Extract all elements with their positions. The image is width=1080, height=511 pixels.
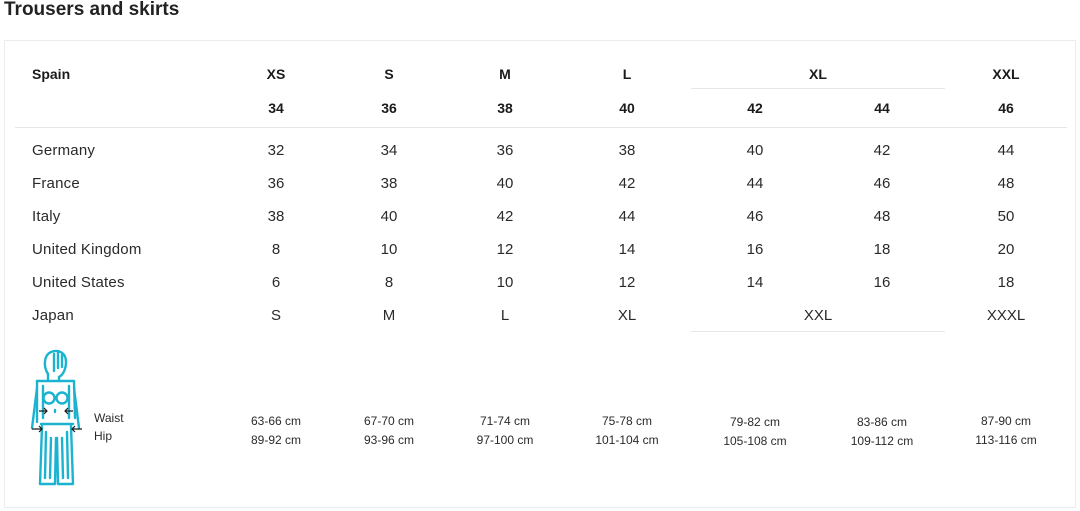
hip-value: 105-108 cm — [723, 434, 787, 448]
table-cell: 46 — [873, 175, 891, 192]
size-name-xl: XL — [809, 66, 827, 82]
xl-group-divider — [691, 88, 945, 89]
waist-value: 67-70 cm — [363, 414, 415, 428]
table-cell: 12 — [618, 274, 636, 291]
table-cell: 34 — [380, 142, 398, 159]
spain-size: 34 — [268, 100, 284, 116]
country-united-kingdom: United Kingdom — [32, 241, 142, 258]
table-cell: 44 — [997, 142, 1015, 159]
table-cell: 48 — [873, 208, 891, 225]
spain-size: 42 — [747, 100, 763, 116]
table-cell: 40 — [380, 208, 398, 225]
table-cell: 14 — [746, 274, 764, 291]
table-cell: 18 — [873, 241, 891, 258]
body-measurement-icon — [29, 348, 89, 488]
table-cell: 8 — [271, 241, 281, 258]
measurement-cell — [975, 412, 1037, 450]
measurement-cell — [477, 412, 534, 450]
waist-value: 87-90 cm — [980, 414, 1032, 428]
spain-size: 38 — [497, 100, 513, 116]
spain-size: 46 — [998, 100, 1014, 116]
table-cell: 36 — [267, 175, 285, 192]
table-cell: 40 — [496, 175, 514, 192]
country-france: France — [32, 175, 80, 192]
table-cell: 44 — [746, 175, 764, 192]
japan-xxl-divider — [691, 331, 945, 332]
table-cell: 6 — [271, 274, 281, 291]
table-cell: 14 — [618, 241, 636, 258]
waist-value: 79-82 cm — [729, 415, 781, 429]
country-italy: Italy — [32, 208, 61, 225]
table-cell: 20 — [997, 241, 1015, 258]
measurement-cell — [364, 412, 414, 450]
waist-value: 83-86 cm — [856, 415, 908, 429]
table-cell: 10 — [496, 274, 514, 291]
waist-value: 75-78 cm — [601, 414, 653, 428]
region-label: Spain — [32, 66, 71, 82]
table-cell: XL — [617, 307, 637, 324]
table-cell: 48 — [997, 175, 1015, 192]
table-cell: 16 — [873, 274, 891, 291]
spain-size: 44 — [874, 100, 890, 116]
table-cell: 32 — [267, 142, 285, 159]
waist-label: Waist — [94, 411, 124, 425]
hip-value: 97-100 cm — [476, 433, 534, 447]
table-cell: M — [382, 307, 396, 324]
size-name-xs: XS — [266, 66, 286, 82]
size-name-l: L — [622, 66, 632, 82]
hip-value: 101-104 cm — [595, 433, 659, 447]
table-cell: S — [270, 307, 282, 324]
measurement-cell — [595, 412, 658, 450]
waist-value: 71-74 cm — [479, 414, 531, 428]
size-name-s: S — [384, 66, 394, 82]
table-cell: 16 — [746, 241, 764, 258]
spain-size: 36 — [381, 100, 397, 116]
hip-label: Hip — [94, 429, 113, 443]
table-cell: 50 — [997, 208, 1015, 225]
measurement-cell — [723, 413, 786, 451]
table-cell: 44 — [618, 208, 636, 225]
header-divider — [15, 127, 1067, 128]
country-germany: Germany — [32, 142, 96, 159]
country-japan: Japan — [32, 307, 74, 324]
country-united-states: United States — [32, 274, 125, 291]
table-cell: 38 — [618, 142, 636, 159]
table-cell: 12 — [496, 241, 514, 258]
measurement-cell — [251, 412, 301, 450]
table-cell: 36 — [496, 142, 514, 159]
table-cell: 42 — [496, 208, 514, 225]
table-cell: 40 — [746, 142, 764, 159]
table-cell: 8 — [384, 274, 394, 291]
table-cell: 38 — [267, 208, 285, 225]
spain-size: 40 — [619, 100, 635, 116]
waist-value: 63-66 cm — [250, 414, 302, 428]
measurement-cell — [851, 413, 913, 451]
table-cell: 46 — [746, 208, 764, 225]
table-cell: 42 — [873, 142, 891, 159]
size-name-xxl: XXL — [992, 66, 1020, 82]
table-cell: 10 — [380, 241, 398, 258]
size-chart-card — [4, 40, 1076, 508]
hip-value: 113-116 cm — [975, 433, 1037, 447]
table-cell: 38 — [380, 175, 398, 192]
table-cell: XXXL — [986, 307, 1026, 324]
hip-value: 89-92 cm — [250, 433, 302, 447]
table-cell: 18 — [997, 274, 1015, 291]
size-name-m: M — [499, 66, 511, 82]
page-title: Trousers and skirts — [4, 0, 180, 20]
hip-value: 93-96 cm — [363, 433, 415, 447]
hip-value: 109-112 cm — [850, 434, 914, 448]
table-cell: L — [500, 307, 510, 324]
table-cell: 42 — [618, 175, 636, 192]
table-cell: XXL — [803, 307, 833, 324]
